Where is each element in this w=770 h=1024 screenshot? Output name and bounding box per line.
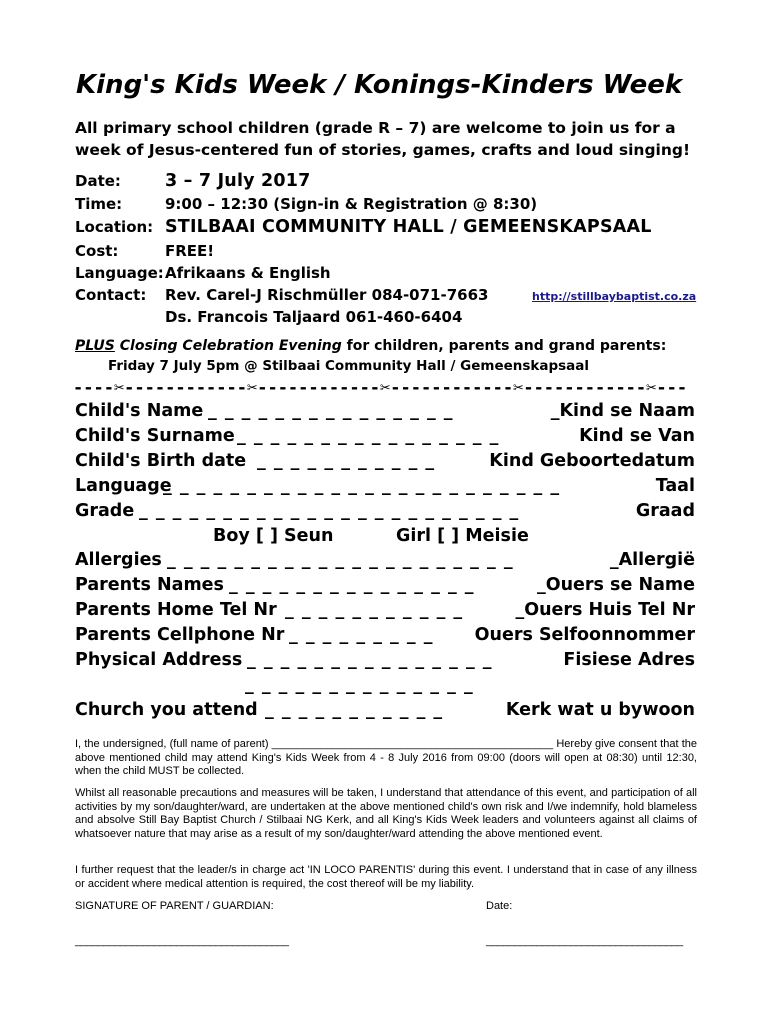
allergies-label: Allergies <box>75 550 162 570</box>
parents-names-label: Parents Names <box>75 575 224 595</box>
grade-label: Grade <box>75 501 135 521</box>
parents-names-field[interactable]: _ _ _ _ _ _ _ _ _ _ _ _ _ _ _ <box>229 575 475 595</box>
contact-2: Ds. Francois Taljaard 061-460-6404 <box>165 308 463 326</box>
address-field[interactable]: _ _ _ _ _ _ _ _ _ _ _ _ _ _ _ <box>247 650 493 670</box>
cost-value: FREE! <box>165 242 215 260</box>
language-value: Afrikaans & English <box>165 264 331 282</box>
allergies-row <box>75 550 695 574</box>
birth-date-field[interactable]: _ _ _ _ _ _ _ _ _ _ _ <box>257 451 436 471</box>
home-tel-field[interactable]: _ _ _ _ _ _ _ _ _ _ _ <box>285 600 464 620</box>
signature-label: SIGNATURE OF PARENT / GUARDIAN: <box>75 900 274 912</box>
address-label-af: Fisiese Adres <box>563 650 695 670</box>
page-title: King's Kids Week / Konings-Kinders Week <box>76 70 683 100</box>
time-value: 9:00 – 12:30 (Sign-in & Registration @ 8:30) <box>165 195 538 213</box>
date-label: Date: <box>75 172 121 190</box>
grade-label-af: Graad <box>635 501 695 521</box>
cellphone-row <box>75 625 695 649</box>
consent-paragraph-1: I, the undersigned, (full name of parent) ______________________________________________ Hereby give consent that the above mentioned child may attend King's Kids Week from 4 - 8 July 2016 from 09:00 (doors will open at 08:30) until 12:30, when the child MUST be collected. <box>75 738 697 777</box>
closing-event-name: Closing Celebration Evening <box>119 338 342 354</box>
website-link[interactable]: http://stillbaybaptist.co.za <box>532 290 697 303</box>
grade-row <box>75 501 695 525</box>
allergies-field[interactable]: _ _ _ _ _ _ _ _ _ _ _ _ _ _ _ _ _ _ _ _ _ <box>167 550 514 570</box>
child-language-row <box>75 476 695 500</box>
address-row <box>75 650 695 674</box>
date-sign-label: Date: <box>486 900 513 912</box>
plus-word: PLUS <box>75 338 115 354</box>
home-tel-row <box>75 600 695 624</box>
home-tel-label-af: _Ouers Huis Tel Nr <box>515 600 695 620</box>
date-value: 3 – 7 July 2017 <box>165 171 311 191</box>
child-name-label-af: _Kind se Naam <box>550 401 695 421</box>
consent-paragraph-3: I further request that the leader/s in charge act 'IN LOCO PARENTIS' during this event. I understand that in case of any illness or accident where medical attention is required, the cost thereof will be my liability. <box>75 864 697 890</box>
child-surname-row <box>75 426 695 450</box>
child-surname-field[interactable]: _ _ _ _ _ _ _ _ _ _ _ _ _ _ _ _ <box>237 426 500 446</box>
location-value: STILBAAI COMMUNITY HALL / GEMEENSKAPSAAL <box>165 217 652 237</box>
girl-checkbox[interactable]: Girl [ ] Meisie <box>396 526 529 546</box>
closing-event-line <box>75 338 666 354</box>
contact-label: Contact: <box>75 286 147 304</box>
child-name-field[interactable]: _ _ _ _ _ _ _ _ _ _ _ _ _ _ _ <box>208 401 454 421</box>
contact-1: Rev. Carel-J Rischmüller 084-071-7663 <box>165 286 489 304</box>
language-label: Language: <box>75 264 164 282</box>
signature-line[interactable]: ______________________________________ <box>75 935 289 947</box>
cut-line-scissors: ----✂------------✂------------✂------------✂------------✂--- <box>73 378 688 398</box>
child-surname-label-af: Kind se Van <box>579 426 695 446</box>
boy-checkbox[interactable]: Boy [ ] Seun <box>213 526 334 546</box>
parents-names-row <box>75 575 695 599</box>
birth-date-label-af: Kind Geboortedatum <box>489 451 695 471</box>
closing-event-rest: for children, parents and grand parents: <box>341 338 667 354</box>
parents-names-label-af: _Ouers se Name <box>536 575 695 595</box>
cellphone-field[interactable]: _ _ _ _ _ _ _ _ _ <box>289 625 434 645</box>
child-surname-label: Child's Surname <box>75 426 235 446</box>
cellphone-label-af: Ouers Selfoonnommer <box>474 625 695 645</box>
grade-field[interactable]: _ _ _ _ _ _ _ _ _ _ _ _ _ _ _ _ _ _ _ _ _ _ _ <box>139 501 520 521</box>
child-language-field[interactable]: _ _ _ _ _ _ _ _ _ _ _ _ _ _ _ _ _ _ _ _ _ _ _ _ <box>163 476 561 496</box>
cellphone-label: Parents Cellphone Nr <box>75 625 285 645</box>
child-language-label-af: Taal <box>655 476 695 496</box>
closing-event-details: Friday 7 July 5pm @ Stilbaai Community Hall / Gemeenskapsaal <box>108 358 590 374</box>
intro-text: All primary school children (grade R – 7) are welcome to join us for a week of Jesus-centered fun of stories, games, crafts and loud singing! <box>75 119 691 159</box>
birth-date-label: Child's Birth date <box>75 451 247 471</box>
birth-date-row <box>75 451 695 475</box>
date-sign-line[interactable]: ___________________________________ <box>486 935 683 947</box>
home-tel-label: Parents Home Tel Nr <box>75 600 277 620</box>
church-label-af: Kerk wat u bywoon <box>505 700 695 720</box>
allergies-label-af: _Allergië <box>609 550 695 570</box>
church-field[interactable]: _ _ _ _ _ _ _ _ _ _ _ <box>265 700 444 720</box>
consent-paragraph-2: Whilst all reasonable precautions and measures will be taken, I understand that attendance of this event, and participation of all activities by my son/daughter/ward, are undertaken at the above mentioned child's own risk and I/we indemnify, hold blameless and absolve Still Bay Baptist Church / Stilbaai NG Kerk, and all King's Kids Week leaders and volunteers against all claims of whatsoever nature that may arise as a result of my son/daughter/ward attending the above mentioned event. <box>75 787 697 840</box>
cost-label: Cost: <box>75 242 119 260</box>
child-name-row <box>75 401 695 425</box>
address-label: Physical Address <box>75 650 243 670</box>
church-label: Church you attend <box>75 700 258 720</box>
child-name-label: Child's Name <box>75 401 204 421</box>
location-label: Location: <box>75 218 154 236</box>
time-label: Time: <box>75 195 123 213</box>
church-row <box>75 700 695 724</box>
address-field-2[interactable]: _ _ _ _ _ _ _ _ _ _ _ _ _ _ <box>245 675 474 695</box>
child-language-label: Language <box>75 476 172 496</box>
